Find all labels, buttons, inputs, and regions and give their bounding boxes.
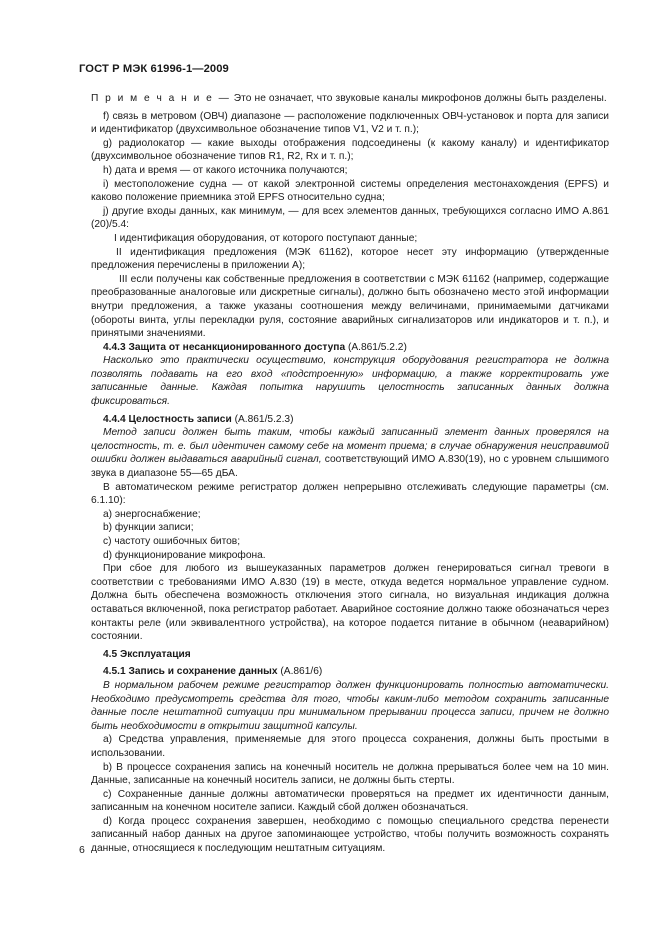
section-italic: Метод записи должен быть таким, чтобы каждый записанный элемент данных проверялся на целостность, т. е. был идентичен самому себе на момент приема; в случае обнаружения неисправимой ошибки должен выдаваться аварийный сигнал,: [91, 427, 609, 466]
section-text: При сбое для любого из вышеуказанных параметров должен генерироваться сигнал тревоги в соответствии с требованиями ИМО А.830 (19) в месте, откуда ведется нормальное управление судном. Должна быть обеспечена возможность отключения этого сигнала, но визуальная индикация должна оставаться включенной, пока регистратор работает. Аварийное состояние должно также обозначаться через контакты реле (или эквивалентного устройства), на которое подается питание в обычном (неаварийном) состоянии.: [91, 563, 609, 643]
section-heading-4-4-3: [91, 341, 609, 355]
section-title: 4.5.1 Запись и сохранение данных: [103, 666, 278, 678]
section-heading-4-5-1: [91, 665, 609, 679]
section-title: 4.4.4 Целостность записи: [103, 413, 232, 425]
section-text: В нормальном рабочем режиме регистратор должен функционировать полностью автоматически. Необходимо предусмотреть средства для того, чтобы каким-либо методом сохранить записанные данные после нештатной ситуации при минимальном прерывании процесса записи, причем не должно быть необходимости в открытии защитной капсулы.: [91, 679, 609, 732]
page-number: 6: [79, 844, 85, 856]
section-text: Насколько это практически осуществимо, конструкция оборудования регистратора не должна позволять подавать на его вход «подстроенную» информацию, а также корректировать уже записанные данные. Каждая попытка нарушить целостность записанных данных должна фиксироваться.: [91, 355, 609, 408]
section-title: 4.4.3 Защита от несанкционированного доступа: [103, 341, 346, 353]
section-ref: (А.861/6): [280, 666, 323, 678]
section-intro: В автоматическом режиме регистратор должен непрерывно отслеживать следующие параметры (см. 6.1.10):: [91, 481, 609, 507]
list-item: a) энергоснабжение;: [103, 508, 201, 520]
list-item: h) дата и время — от какого источника получаются;: [103, 164, 348, 176]
list-item: c) частоту ошибочных битов;: [103, 536, 241, 547]
list-item: b) функции записи;: [103, 522, 194, 534]
note-text: Это не означает, что звуковые каналы микрофонов должны быть разделены.: [233, 93, 607, 104]
section-heading-4-5: 4.5 Эксплуатация: [103, 648, 191, 660]
section-ref: (А.861/5.2.3): [234, 413, 294, 425]
list-item: j) другие входы данных, как минимум, — для всех элементов данных, требующихся согласно ИМО А.861 (20)/5.4:: [91, 205, 609, 231]
section-heading-4-4-4: [91, 413, 609, 427]
list-item: d) функционирование микрофона.: [103, 549, 266, 561]
list-item: d) Когда процесс сохранения завершен, необходимо с помощью специального средства перенести записанный набор данных на другое запоминающее устройство, чтобы получить возможность сохранять данные, относящиеся к последующим нештатным ситуациям.: [91, 815, 609, 855]
roman-item: I идентификация оборудования, от которого поступают данные;: [114, 232, 418, 244]
note: [91, 92, 609, 106]
list-item: g) радиолокатор — какие выходы отображения подсоединены (к какому каналу) и идентификатор (двухсимвольное обозначение типов R1, R2, Rx и т. п.);: [91, 137, 609, 163]
list-item: a) Средства управления, применяемые для этого процесса сохранения, должны быть простыми в использовании.: [91, 734, 609, 759]
list-item: i) местоположение судна — от какой электронной системы определения местонахождения (EPFS) и каково положение приемника этой EPFS относительно судна;: [91, 178, 609, 204]
section-ref: (А.861/5.2.2): [347, 341, 407, 353]
roman-item: III если получены как собственные предложения в соответствии с МЭК 61162 (например, содержащие преобразованные аналоговые или дискретные сигналы), должно быть обозначено место этой информации внутри предложения, а также указаны соотношения между величинами, принимаемыми датчиками (обороты винта, углы перекладки руля, состояние аварийных сигнализаторов или индикаторов и т. п.), и принятыми значениями.: [91, 273, 609, 340]
list-item: f) связь в метровом (ОВЧ) диапазоне — расположение подключенных ОВЧ-установок и порта для записи и идентификатор (двухсимвольное обозначение типов V1, V2 и т. п.);: [91, 110, 609, 136]
page-header: ГОСТ Р МЭК 61996-1—2009: [79, 63, 229, 75]
roman-item: II идентификация предложения (МЭК 61162), которое несет эту информацию (утвержденные предложения перечислены в приложении А);: [91, 246, 609, 272]
page-content: [91, 92, 609, 856]
section-rest: соответствующий ИМО А.830(19), но с уровнем слышимого звука в диапазоне 55—65 дБА.: [91, 454, 609, 480]
section-text: [91, 426, 609, 480]
list-item: c) Сохраненные данные должны автоматически проверяться на предмет их идентичности данным, записанным на конечном носителе записи. Каждый сбой должен обозначаться.: [91, 788, 609, 814]
note-label: П р и м е ч а н и е —: [91, 93, 231, 104]
list-item: b) В процессе сохранения запись на конечный носитель не должна прерываться более чем на 10 мин. Данные, записанные на конечный носитель записи, не должны быть стерты.: [91, 761, 609, 787]
